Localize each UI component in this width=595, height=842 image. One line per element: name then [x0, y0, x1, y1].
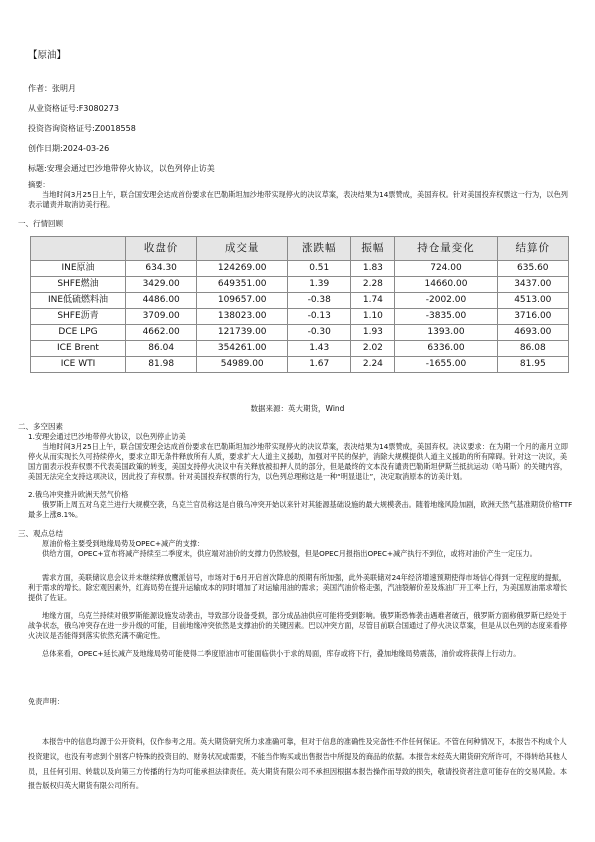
section-tag: 【原油】 — [28, 50, 67, 61]
table-row — [31, 309, 569, 325]
table-cell: -1655.00 — [395, 357, 497, 373]
table-cell: 635.60 — [497, 261, 568, 277]
news-item-2-title: 2.俄乌冲突推升欧洲天然气价格 — [28, 490, 129, 499]
table-cell: -2002.00 — [395, 293, 497, 309]
table-row — [31, 277, 569, 293]
qualification-line: 从业资格证号:F3080273 — [28, 104, 119, 113]
table-cell: 2.28 — [351, 277, 395, 293]
summary-heading: 摘要： — [28, 180, 50, 189]
table-row — [31, 293, 569, 309]
view-paragraph-2: 供给方面，OPEC+宣布将减产持续至二季度末，供应端对油价的支撑力仍然较强，但是OPEC月报指出OPEC+减产执行不到位，或将对油价产生一定压力。 — [42, 549, 537, 558]
table-cell: 1.39 — [288, 277, 351, 293]
table-cell: 81.98 — [126, 357, 197, 373]
table-cell: 4693.00 — [497, 325, 568, 341]
view-paragraph-4: 地缘方面，乌克兰持续对俄罗斯能源设施发动袭击，导致部分设备受损，部分成品油供应可能将受到影响。俄罗斯恐怖袭击遇难者破百，俄罗斯方面称俄罗斯已经处于战争状态，俄乌冲突存在进一步升级的可能，目前地缘冲突依然是支撑油价的关键因素。巴以冲突方面，尽管目前联合国通过了停火决议草案，但是从以色列的态度来看停火决议是否能得到落实依然充满不确定性。 — [28, 611, 568, 640]
table-cell: 3709.00 — [126, 309, 197, 325]
advisory-line: 投资咨询资格证号:Z0018558 — [28, 124, 136, 133]
table-cell: -3835.00 — [395, 309, 497, 325]
table-cell: 2.24 — [351, 357, 395, 373]
news-item-2-text: 俄罗斯上周五对乌克兰进行大规模空袭，乌克兰官员称这是自俄乌冲突开始以来针对其能源基础设施的最大规模袭击。随着地缘风险加剧，欧洲天然气基准期货价格TTF最多上涨8.1%。 — [28, 500, 573, 519]
table-cell: 86.04 — [126, 341, 197, 357]
table-cell: 1.74 — [351, 293, 395, 309]
table-cell: 0.51 — [288, 261, 351, 277]
table-cell: -0.13 — [288, 309, 351, 325]
contract-name: SHFE燃油 — [31, 277, 126, 293]
table-row — [31, 357, 569, 373]
table-cell: 354261.00 — [197, 341, 288, 357]
table-cell: 1.67 — [288, 357, 351, 373]
data-source: 数据来源：英大期货，Wind — [250, 404, 345, 413]
table-cell: 138023.00 — [197, 309, 288, 325]
date-line: 创作日期:2024-03-26 — [28, 144, 110, 153]
table-header-corner — [31, 237, 126, 261]
table-cell: 2.02 — [351, 341, 395, 357]
table-row — [31, 341, 569, 357]
disclaimer-text: 本报告中的信息均源于公开资料，仅作参考之用。英大期货研究所力求准确可靠，但对于信息的准确性及完备性不作任何保证。不管在何种情况下，本报告不构成个人投资建议，也没有考虑到个别客户特殊的投资目的、财务状况或需要，不能当作购买或出售报告中所提及的商品的依据。本报告未经英大期货研究所许可，不得转给其他人员，且任何引用、转载以及向第三方传播的行为均可能承担法律责任。英大期货有限公司不承担因根据本报告操作而导致的损失，敬请投资者注意可能存在的交易风险。本报告版权归英大期货有限公司所有。 — [28, 737, 568, 791]
table-cell: -0.30 — [288, 325, 351, 341]
table-cell: 14660.00 — [395, 277, 497, 293]
table-cell: 724.00 — [395, 261, 497, 277]
table-header-row — [31, 237, 569, 261]
col-header-close: 收盘价 — [126, 237, 197, 261]
table-cell: 3429.00 — [126, 277, 197, 293]
view-paragraph-1: 原油价格主要受到地缘局势及OPEC+减产的支撑： — [42, 539, 205, 548]
table-cell: 649351.00 — [197, 277, 288, 293]
contract-name: INE原油 — [31, 261, 126, 277]
view-paragraph-3: 需求方面，美联储议息会议并未继续释放鹰派信号，市场对于6月开启首次降息的预期有所加强，此外美联储对24年经济增速预期使得市场信心得到一定程度的提振，利于需求的增长。除宏观因素外，红海局势在提升运输成本的同时增加了对运输用油的需求；美国汽油价格走强，汽油裂解价差及炼油厂开工率上行，为美国原油需求增长提供了佐证。 — [28, 573, 568, 602]
contract-name: INE低硫燃料油 — [31, 293, 126, 309]
table-cell: 1393.00 — [395, 325, 497, 341]
contract-name: ICE Brent — [31, 341, 126, 357]
table-cell: 81.95 — [497, 357, 568, 373]
summary-text: 当地时间3月25日上午，联合国安理会达成首份要求在巴勒斯坦加沙地带实现停火的决议草案，表决结果为14票赞成，美国弃权。针对美国投弃权票这一行为，以色列表示谴责并取消访美行程。 — [28, 190, 568, 209]
factors-heading: 二、多空因素 — [18, 422, 63, 431]
table-cell: 4662.00 — [126, 325, 197, 341]
meta-block — [28, 83, 215, 183]
table-cell: 3716.00 — [497, 309, 568, 325]
view-paragraph-5: 总体来看，OPEC+延长减产及地缘局势可能使得二季度原油市可能面临供小于求的局面，库存或将下行，叠加地缘局势震荡，油价或将获得上行动力。 — [42, 649, 521, 658]
table-cell: 54989.00 — [197, 357, 288, 373]
news-item-1-title: 1.安理会通过巴沙地带停火协议，以色列停止访美 — [28, 432, 186, 441]
table-cell: 124269.00 — [197, 261, 288, 277]
table-cell: 1.83 — [351, 261, 395, 277]
table-cell: 121739.00 — [197, 325, 288, 341]
market-table — [30, 236, 569, 373]
table-cell: 634.30 — [126, 261, 197, 277]
contract-name: ICE WTI — [31, 357, 126, 373]
report-title: 标题:安理会通过巴沙地带停火协议，以色列停止访美 — [28, 164, 215, 173]
market-heading: 一、行情回顾 — [18, 219, 63, 228]
contract-name: SHFE沥青 — [31, 309, 126, 325]
table-cell: 3437.00 — [497, 277, 568, 293]
table-row — [31, 261, 569, 277]
col-header-amplitude: 振幅 — [351, 237, 395, 261]
table-cell: 6336.00 — [395, 341, 497, 357]
table-cell: 1.93 — [351, 325, 395, 341]
disclaimer-heading: 免责声明： — [28, 697, 64, 706]
table-cell: 109657.00 — [197, 293, 288, 309]
author-line: 作者：张明月 — [28, 84, 76, 93]
table-row — [31, 325, 569, 341]
table-cell: -0.38 — [288, 293, 351, 309]
col-header-oi-change: 持仓量变化 — [395, 237, 497, 261]
table-cell: 1.43 — [288, 341, 351, 357]
col-header-volume: 成交量 — [197, 237, 288, 261]
contract-name: DCE LPG — [31, 325, 126, 341]
col-header-change: 涨跌幅 — [288, 237, 351, 261]
table-cell: 1.10 — [351, 309, 395, 325]
news-item-1-text: 当地时间3月25日上午，联合国安理会达成首份要求在巴勒斯坦加沙地带实现停火的决议草案，表决结果为14票赞成，美国弃权。决议要求：在为期一个月的斋月立即停火从而实现长久可持续停火，要求立即无条件释放所有人质，要求扩大人道主义援助，加强对平民的保护，消除大规模提供人道主义援助的所有障碍。针对这一决议，美国方面表示投弃权票不代表美国政策的转变，美国支持停火决议中有关释放被扣押人员的部分，但是最终的文本没有谴责巴勒斯坦伊斯兰抵抗运动（哈马斯）的关键内容，美国无法完全支持这项决议，因此投了弃权票。针对美国投弃权票的行为，以色列总理称这是一种“明显退让”，决定取消原本的访美计划。 — [28, 442, 568, 481]
table-cell: 86.08 — [497, 341, 568, 357]
table-cell: 4513.00 — [497, 293, 568, 309]
view-heading: 三、观点总结 — [18, 529, 63, 538]
col-header-settle: 结算价 — [497, 237, 568, 261]
table-cell: 4486.00 — [126, 293, 197, 309]
